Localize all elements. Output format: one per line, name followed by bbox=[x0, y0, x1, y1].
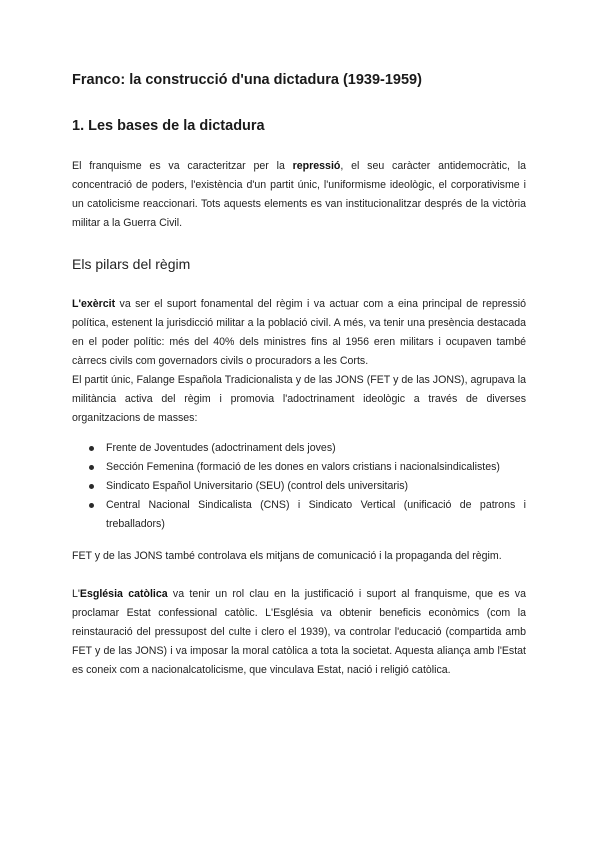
list-item bbox=[72, 439, 526, 458]
army-paragraph bbox=[72, 295, 526, 371]
bullet-icon bbox=[89, 484, 94, 489]
bullet-icon bbox=[89, 503, 94, 508]
list-item bbox=[72, 496, 526, 534]
media-paragraph: FET y de las JONS també controlava els mitjans de comunicació i la propaganda del règim. bbox=[72, 550, 502, 562]
intro-text-end: , el seu caràcter antidemocràtic, la concentració de poders, l'existència d'un partit únic, l'uniformisme ideològic, el corporativisme i un catolicisme reaccionari. Tots aquests elements es van institucionalitzar després de la victòria militar a la Guerra Civil. bbox=[72, 160, 526, 229]
list-item-text: Frente de Joventudes (adoctrinament dels joves) bbox=[106, 442, 336, 454]
bullet-icon bbox=[89, 446, 94, 451]
list-item bbox=[72, 477, 526, 496]
list-item-text: Sección Femenina (formació de les dones en valors cristians i nacionalsindicalistes) bbox=[106, 461, 500, 473]
bullet-icon bbox=[89, 465, 94, 470]
church-paragraph bbox=[72, 585, 526, 680]
subsection-title: Els pilars del règim bbox=[72, 256, 191, 272]
list-item bbox=[72, 458, 526, 477]
party-paragraph: El partit únic, Falange Española Tradicionalista y de las JONS (FET y de las JONS), agrupava la militància activa del règim i promovia l'adoctrinament ideològic a través de diverses organitzacions de masses: bbox=[72, 374, 526, 424]
army-bold-term: L'exèrcit bbox=[72, 298, 116, 310]
organizations-list bbox=[72, 439, 526, 534]
intro-bold-term: repressió bbox=[292, 160, 341, 172]
army-text: va ser el suport fonamental del règim i va actuar com a eina principal de repressió política, estenent la jurisdicció militar a la població civil. A més, va tenir una presència destacada en el poder polític: més del 40% dels ministres fins al 1956 eren militars i ocupaven també càrrecs civils com governadors civils o procuradors a les Corts. bbox=[72, 298, 526, 367]
intro-paragraph bbox=[72, 157, 526, 233]
intro-text-start: El franquisme es va caracteritzar per la bbox=[72, 160, 293, 172]
church-text: va tenir un rol clau en la justificació i suport al franquisme, que es va proclamar Estat confessional catòlic. L'Església va obtenir beneficis econòmics (com la reinstauració del pressupost del culte i clero el 1939), va controlar l'educació (compartida amb FET y de las JONS) i va imposar la moral catòlica a tota la societat. Aquesta aliança amb l'Estat es coneix com a nacionalcatolicisme, que vinculava Estat, nació i religió catòlica. bbox=[72, 588, 526, 676]
list-item-text: Sindicato Español Universitario (SEU) (control dels universitaris) bbox=[106, 480, 409, 492]
section-title: 1. Les bases de la dictadura bbox=[72, 118, 265, 134]
church-bold-term: Església catòlica bbox=[79, 588, 168, 600]
list-item-text: Central Nacional Sindicalista (CNS) i Sindicato Vertical (unificació de patrons i treballadors) bbox=[106, 499, 526, 530]
document-title: Franco: la construcció d'una dictadura (1939-1959) bbox=[72, 72, 422, 88]
church-text-start: L' bbox=[72, 588, 80, 600]
